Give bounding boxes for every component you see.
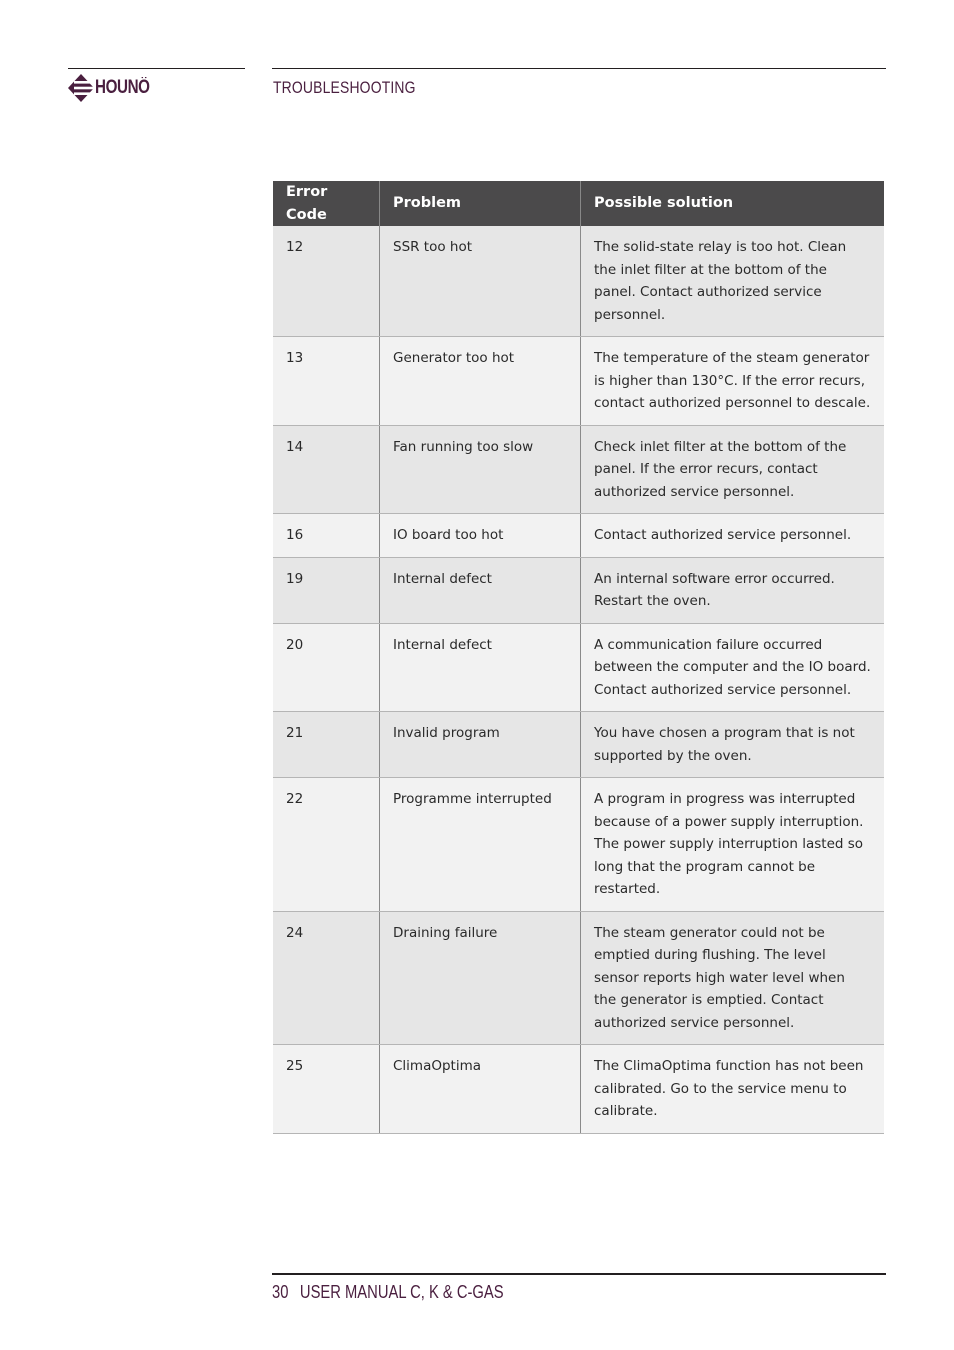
footer-rule	[272, 1273, 886, 1275]
error-code-cell: 25	[273, 1045, 380, 1134]
column-header-error-code: Error Code	[273, 181, 380, 226]
error-code-table	[273, 181, 884, 1134]
page-footer	[272, 1282, 504, 1303]
solution-cell: A program in progress was interrupted because of a power supply interruption. The power supply interruption lasted so long that the program cannot be restarted.	[581, 778, 885, 912]
section-title: TROUBLESHOOTING	[273, 78, 416, 97]
error-code-cell: 13	[273, 337, 380, 426]
error-code-cell: 16	[273, 514, 380, 558]
error-code-cell: 22	[273, 778, 380, 912]
error-code-cell: 20	[273, 623, 380, 712]
problem-cell: IO board too hot	[380, 514, 581, 558]
column-header-possible-solution: Possible solution	[581, 181, 885, 226]
solution-cell: A communication failure occurred between the computer and the IO board. Contact authorized service personnel.	[581, 623, 885, 712]
solution-cell: The solid-state relay is too hot. Clean the inlet filter at the bottom of the panel. Contact authorized service personnel.	[581, 226, 885, 337]
manual-title: USER MANUAL C, K & C-GAS	[299, 1282, 504, 1302]
problem-cell: Internal defect	[380, 623, 581, 712]
brand-logo	[68, 74, 163, 102]
solution-cell: An internal software error occurred. Restart the oven.	[581, 557, 885, 623]
problem-cell: Programme interrupted	[380, 778, 581, 912]
brand-name: HOUNÖ	[95, 77, 150, 98]
column-header-problem: Problem	[380, 181, 581, 226]
solution-cell: You have chosen a program that is not supported by the oven.	[581, 712, 885, 778]
problem-cell: Fan running too slow	[380, 425, 581, 514]
page-number: 30	[272, 1282, 289, 1302]
table-row	[273, 911, 884, 1045]
table-row	[273, 1045, 884, 1134]
table-row	[273, 226, 884, 337]
problem-cell: Generator too hot	[380, 337, 581, 426]
problem-cell: Invalid program	[380, 712, 581, 778]
error-code-cell: 21	[273, 712, 380, 778]
error-code-cell: 12	[273, 226, 380, 337]
table-row	[273, 778, 884, 912]
problem-cell: SSR too hot	[380, 226, 581, 337]
problem-cell: Draining failure	[380, 911, 581, 1045]
diamond-arrow-icon	[68, 74, 94, 102]
solution-cell: The temperature of the steam generator is higher than 130°C. If the error recurs, contact authorized personnel to descale.	[581, 337, 885, 426]
error-code-cell: 24	[273, 911, 380, 1045]
table-row	[273, 514, 884, 558]
table-row	[273, 425, 884, 514]
table-row	[273, 337, 884, 426]
solution-cell: The steam generator could not be emptied during flushing. The level sensor reports high water level when the generator is emptied. Contact authorized service personnel.	[581, 911, 885, 1045]
table-row	[273, 557, 884, 623]
solution-cell: The ClimaOptima function has not been calibrated. Go to the service menu to calibrate.	[581, 1045, 885, 1134]
solution-cell: Check inlet filter at the bottom of the panel. If the error recurs, contact authorized service personnel.	[581, 425, 885, 514]
error-code-cell: 14	[273, 425, 380, 514]
table-row	[273, 712, 884, 778]
solution-cell: Contact authorized service personnel.	[581, 514, 885, 558]
problem-cell: ClimaOptima	[380, 1045, 581, 1134]
header-rule-left	[68, 68, 245, 69]
table-row	[273, 623, 884, 712]
table-header-row	[273, 181, 884, 226]
problem-cell: Internal defect	[380, 557, 581, 623]
error-code-cell: 19	[273, 557, 380, 623]
header-rule-right	[272, 68, 886, 69]
